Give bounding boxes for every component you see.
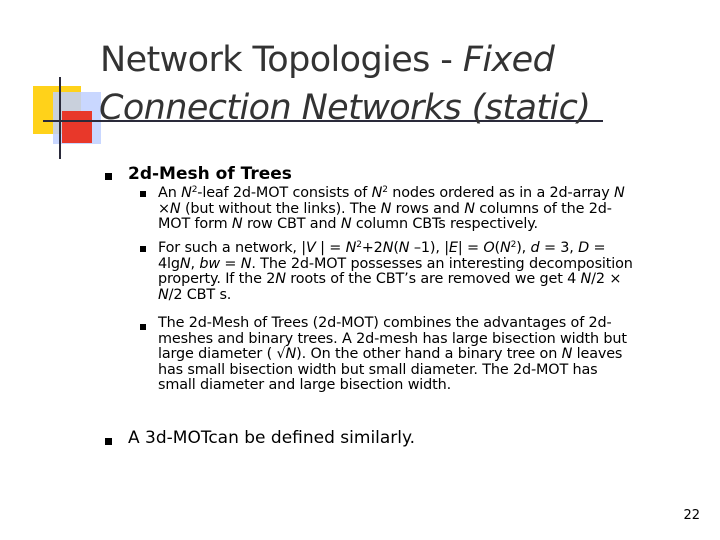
sub-bullet-icon <box>140 324 146 330</box>
bullet-icon <box>105 173 112 180</box>
sub-item-3: The 2d-Mesh of Trees (2d-MOT) combines the advantages of 2d- meshes and binary trees. A 2d-mesh has large bisection width but large diameter ( √N). On the other hand a binary tree on N leaves has small bisection width but small diameter. The 2d-MOT has small diameter and large bisection width. <box>158 315 627 394</box>
decor-red-square <box>62 111 92 143</box>
sub-item-2: For such a network, |V | = $N^2+2N(N$ –1), $|E| = O(N^2)$, d = 3, D = 4lgN, bw = N. The 2d-MOT possesses an interesting decomposition property. If the 2N roots of the CBT’s are removed we get 4 N/2 × N/2 CBT s. <box>158 240 633 303</box>
sub-item-1: An $N^2$-leaf 2d-MOT consists of $N^2$ nodes ordered as in a 2d-array N ×N (but without the links). The N rows and N columns of the 2d- MOT form N row CBT and N column CBTs respectively. <box>158 185 625 233</box>
title-part1: Network Topologies - <box>100 40 463 80</box>
title-line2: Connection Networks (static) <box>99 88 591 128</box>
sub-bullet-icon <box>140 246 146 252</box>
heading-2d-mesh-of-trees: 2d-Mesh of Trees <box>128 164 292 184</box>
bullet-icon <box>105 438 112 445</box>
title-fixed: Fixed <box>462 40 555 80</box>
slide-title <box>100 36 700 132</box>
decor-vertical-line <box>59 77 61 159</box>
sub-bullet-icon <box>140 191 146 197</box>
item-3d-mot: A 3d-MOTcan be defined similarly. <box>128 428 416 448</box>
page-number: 22 <box>683 508 700 523</box>
